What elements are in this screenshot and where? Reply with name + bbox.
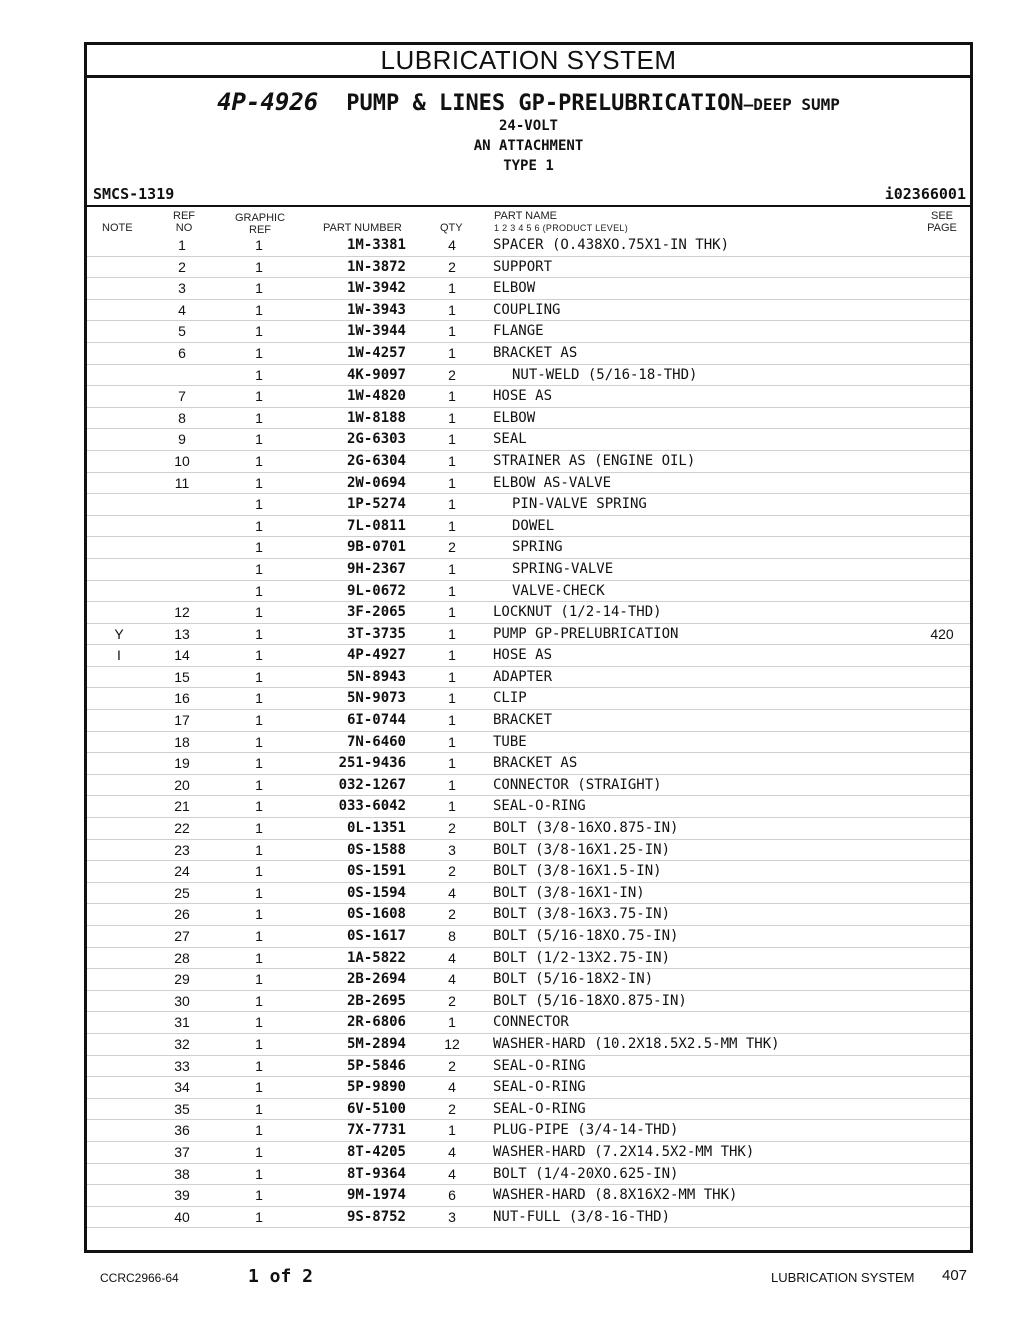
graphic-ref-cell: 1: [255, 280, 263, 297]
qty-cell: 4: [448, 1143, 456, 1160]
part-name-cell: DOWEL: [512, 517, 555, 534]
ref-no-cell: 8: [178, 409, 186, 426]
graphic-ref-cell: 1: [255, 301, 263, 318]
part-name-cell: BOLT (1/2-13X2.75-IN): [493, 949, 671, 966]
qty-cell: 2: [448, 1057, 456, 1074]
ref-no-cell: 38: [174, 1165, 190, 1182]
parts-list-frame: [84, 42, 973, 1253]
part-name-cell: TUBE: [493, 733, 527, 750]
qty-cell: 1: [448, 1122, 456, 1139]
qty-cell: 3: [448, 841, 456, 858]
table-row: [87, 948, 970, 970]
table-row: [87, 257, 970, 279]
part-number-cell: 7N-6460: [346, 733, 406, 750]
table-row: [87, 904, 970, 926]
ref-no-cell: 35: [174, 1100, 190, 1117]
page-of-indicator: 1 of 2: [248, 1266, 314, 1287]
part-name-cell: STRAINER AS (ENGINE OIL): [493, 452, 696, 469]
graphic-ref-cell: 1: [255, 1122, 263, 1139]
qty-cell: 8: [448, 928, 456, 944]
illustration-id: i02366001: [884, 185, 966, 203]
ref-no-cell: 17: [174, 712, 190, 729]
graphic-ref-cell: 1: [255, 971, 263, 988]
qty-cell: 1: [448, 409, 456, 426]
graphic-ref-cell: 1: [255, 820, 263, 837]
part-name-cell: SEAL-O-RING: [493, 1100, 586, 1117]
part-number-cell: 1W-4257: [346, 344, 406, 361]
part-number-cell: 6I-0744: [346, 712, 406, 729]
table-row: [87, 969, 970, 991]
table-row: [87, 991, 970, 1013]
part-name-cell: WASHER-HARD (8.8X16X2-MM THK): [493, 1187, 738, 1204]
qty-cell: 1: [448, 388, 456, 405]
qty-cell: 1: [448, 496, 456, 513]
graphic-ref-cell: 1: [255, 949, 263, 966]
part-number-cell: 5P-9890: [346, 1079, 406, 1096]
part-number-cell: 9M-1974: [346, 1187, 406, 1204]
part-name-cell: CONNECTOR (STRAIGHT): [493, 776, 662, 793]
graphic-ref-cell: 1: [255, 258, 263, 275]
table-row: [87, 278, 970, 300]
part-number-cell: 033-6042: [338, 798, 406, 815]
part-name-cell: SEAL-O-RING: [493, 798, 586, 815]
part-number-cell: 3F-2065: [346, 604, 406, 621]
part-name-cell: SEAL-O-RING: [493, 1079, 586, 1096]
part-name-cell: BOLT (3/8-16X1-IN): [493, 884, 645, 901]
table-row: [87, 321, 970, 343]
table-row: [87, 624, 970, 646]
part-number-cell: 1W-4820: [346, 388, 406, 405]
part-name-cell: VALVE-CHECK: [512, 582, 605, 599]
part-number-cell: 0S-1617: [346, 928, 406, 944]
part-number-cell: 8T-9364: [346, 1165, 406, 1182]
table-row: [87, 796, 970, 818]
column-header-ref-no: REF NO: [173, 210, 195, 234]
part-number-cell: 7X-7731: [346, 1122, 406, 1139]
table-row: [87, 1120, 970, 1142]
table-row: [87, 840, 970, 862]
graphic-ref-cell: 1: [255, 517, 263, 534]
group-header: [87, 78, 970, 207]
graphic-ref-cell: 1: [255, 668, 263, 685]
table-row: [87, 775, 970, 797]
graphic-ref-cell: 1: [255, 841, 263, 858]
qty-cell: 2: [448, 258, 456, 275]
table-row: [87, 1012, 970, 1034]
part-name-cell: BOLT (5/16-18XO.75-IN): [493, 928, 679, 944]
ref-no-cell: 30: [174, 992, 190, 1009]
table-row: [87, 645, 970, 667]
qty-cell: 1: [448, 517, 456, 534]
table-row: [87, 883, 970, 905]
part-number-cell: 1P-5274: [346, 496, 406, 513]
table-row: [87, 710, 970, 732]
part-number-cell: 2W-0694: [346, 474, 406, 491]
part-number-cell: 251-9436: [338, 755, 406, 772]
graphic-ref-cell: 1: [255, 755, 263, 772]
part-number-cell: 2R-6806: [346, 1014, 406, 1031]
qty-cell: 1: [448, 344, 456, 361]
part-number-cell: 9S-8752: [346, 1208, 406, 1225]
part-number-cell: 0S-1594: [346, 884, 406, 901]
graphic-ref-cell: 1: [255, 409, 263, 426]
ref-no-cell: 11: [174, 474, 190, 491]
part-name-cell: BOLT (1/4-20XO.625-IN): [493, 1165, 679, 1182]
table-row: [87, 365, 970, 387]
part-number-cell: 1W-3942: [346, 280, 406, 297]
part-name-cell: WASHER-HARD (7.2X14.5X2-MM THK): [493, 1143, 755, 1160]
ref-no-cell: 20: [174, 776, 190, 793]
parts-table: [87, 235, 970, 1228]
part-number-cell: 1N-3872: [346, 258, 406, 275]
part-name-cell: BOLT (5/16-18X2-IN): [493, 971, 654, 988]
part-number-cell: 1A-5822: [346, 949, 406, 966]
part-name-cell: SPRING: [512, 539, 563, 556]
note-cell: I: [117, 647, 121, 664]
part-number-cell: 0S-1608: [346, 906, 406, 923]
graphic-ref-cell: 1: [255, 928, 263, 944]
table-row: [87, 1164, 970, 1186]
graphic-ref-cell: 1: [255, 1187, 263, 1204]
qty-cell: 1: [448, 280, 456, 297]
qty-cell: 1: [448, 301, 456, 318]
column-header-graphic-ref: GRAPHIC REF: [234, 212, 286, 236]
graphic-ref-cell: 1: [255, 712, 263, 729]
graphic-ref-cell: 1: [255, 992, 263, 1009]
graphic-ref-cell: 1: [255, 625, 263, 642]
qty-cell: 4: [448, 884, 456, 901]
group-title: [87, 88, 970, 119]
table-row: [87, 732, 970, 754]
ref-no-cell: 13: [174, 625, 190, 642]
qty-cell: 6: [448, 1187, 456, 1204]
part-number-cell: 0S-1588: [346, 841, 406, 858]
qty-cell: 1: [448, 625, 456, 642]
graphic-ref-cell: 1: [255, 539, 263, 556]
group-part-number: 4P-4926: [217, 88, 319, 116]
qty-cell: 12: [444, 1035, 460, 1052]
graphic-ref-cell: 1: [255, 690, 263, 707]
document-id: CCRC2966-64: [100, 1271, 179, 1285]
graphic-ref-cell: 1: [255, 560, 263, 577]
ref-no-cell: 1: [178, 237, 186, 253]
graphic-ref-cell: 1: [255, 388, 263, 405]
ref-no-cell: 25: [174, 884, 190, 901]
ref-no-cell: 34: [174, 1079, 190, 1096]
graphic-ref-cell: 1: [255, 1143, 263, 1160]
part-name-cell: SPRING-VALVE: [512, 560, 614, 577]
table-row: [87, 1207, 970, 1229]
graphic-ref-cell: 1: [255, 1035, 263, 1052]
qty-cell: 1: [448, 733, 456, 750]
part-number-cell: 2B-2694: [346, 971, 406, 988]
part-number-cell: 3T-3735: [346, 625, 406, 642]
part-name-cell: ELBOW: [493, 280, 536, 297]
page-number: 407: [942, 1267, 968, 1284]
part-name-cell: WASHER-HARD (10.2X18.5X2.5-MM THK): [493, 1035, 780, 1052]
qty-cell: 2: [448, 863, 456, 880]
table-row: [87, 667, 970, 689]
part-name-cell: BOLT (5/16-18XO.875-IN): [493, 992, 687, 1009]
part-name-cell: CONNECTOR: [493, 1014, 569, 1031]
table-row: [87, 300, 970, 322]
graphic-ref-cell: 1: [255, 237, 263, 253]
ref-no-cell: 39: [174, 1187, 190, 1204]
column-header-see-page: SEE PAGE: [927, 210, 957, 234]
qty-cell: 4: [448, 949, 456, 966]
ref-no-cell: 16: [174, 690, 190, 707]
part-number-cell: 9H-2367: [346, 560, 406, 577]
column-header-part-number: PART NUMBER: [323, 222, 402, 234]
part-name-cell: BOLT (3/8-16XO.875-IN): [493, 820, 679, 837]
ref-no-cell: 40: [174, 1208, 190, 1225]
part-name-cell: HOSE AS: [493, 388, 553, 405]
smcs-code: SMCS-1319: [93, 185, 175, 203]
ref-no-cell: 10: [174, 452, 190, 469]
qty-cell: 1: [448, 690, 456, 707]
graphic-ref-cell: 1: [255, 1014, 263, 1031]
ref-no-cell: 36: [174, 1122, 190, 1139]
graphic-ref-cell: 1: [255, 863, 263, 880]
part-name-cell: PLUG-PIPE (3/4-14-THD): [493, 1122, 679, 1139]
table-row: [87, 343, 970, 365]
qty-cell: 3: [448, 1208, 456, 1225]
ref-no-cell: 15: [174, 668, 190, 685]
table-row: [87, 926, 970, 948]
part-name-cell: BRACKET AS: [493, 344, 578, 361]
table-row: [87, 1099, 970, 1121]
table-row: [87, 559, 970, 581]
column-header-note: NOTE: [102, 222, 133, 234]
graphic-ref-cell: 1: [255, 798, 263, 815]
part-name-cell: PUMP GP-PRELUBRICATION: [493, 625, 679, 642]
part-number-cell: 5N-9073: [346, 690, 406, 707]
table-row: [87, 581, 970, 603]
part-number-cell: 5P-5846: [346, 1057, 406, 1074]
qty-cell: 4: [448, 1079, 456, 1096]
qty-cell: 1: [448, 1014, 456, 1031]
group-name: PUMP & LINES GP-PRELUBRICATION: [346, 91, 744, 116]
part-number-cell: 032-1267: [338, 776, 406, 793]
qty-cell: 1: [448, 604, 456, 621]
qty-cell: 2: [448, 366, 456, 383]
qty-cell: 1: [448, 474, 456, 491]
part-name-cell: BRACKET AS: [493, 755, 578, 772]
qty-cell: 1: [448, 431, 456, 448]
ref-no-cell: 28: [174, 949, 190, 966]
table-row: [87, 429, 970, 451]
part-name-cell: PIN-VALVE SPRING: [512, 496, 647, 513]
table-row: [87, 818, 970, 840]
table-row: [87, 1077, 970, 1099]
table-row: [87, 688, 970, 710]
ref-no-cell: 29: [174, 971, 190, 988]
graphic-ref-cell: 1: [255, 1057, 263, 1074]
ref-no-cell: 26: [174, 906, 190, 923]
qty-cell: 1: [448, 582, 456, 599]
qty-cell: 2: [448, 820, 456, 837]
ref-no-cell: 6: [178, 344, 186, 361]
ref-no-cell: 18: [174, 733, 190, 750]
column-header-product-levels: 1 2 3 4 5 6 (PRODUCT LEVEL): [494, 223, 628, 233]
graphic-ref-cell: 1: [255, 647, 263, 664]
qty-cell: 4: [448, 237, 456, 253]
graphic-ref-cell: 1: [255, 884, 263, 901]
ref-no-cell: 31: [174, 1014, 190, 1031]
part-number-cell: 8T-4205: [346, 1143, 406, 1160]
ref-no-cell: 22: [174, 820, 190, 837]
part-name-cell: BRACKET: [493, 712, 553, 729]
part-number-cell: 4P-4927: [346, 647, 406, 664]
part-number-cell: 2B-2695: [346, 992, 406, 1009]
qty-cell: 1: [448, 560, 456, 577]
graphic-ref-cell: 1: [255, 496, 263, 513]
graphic-ref-cell: 1: [255, 1079, 263, 1096]
qty-cell: 2: [448, 539, 456, 556]
qty-cell: 2: [448, 992, 456, 1009]
part-number-cell: 4K-9097: [346, 366, 406, 383]
part-name-cell: CLIP: [493, 690, 527, 707]
part-number-cell: 9B-0701: [346, 539, 406, 556]
ref-no-cell: 5: [178, 323, 186, 340]
part-name-cell: LOCKNUT (1/2-14-THD): [493, 604, 662, 621]
part-number-cell: 2G-6303: [346, 431, 406, 448]
footer-section-name: LUBRICATION SYSTEM: [771, 1270, 915, 1285]
ref-no-cell: 19: [174, 755, 190, 772]
part-name-cell: NUT-WELD (5/16-18-THD): [512, 366, 698, 383]
group-subtitle-voltage: 24-VOLT: [498, 118, 558, 134]
part-number-cell: 1W-8188: [346, 409, 406, 426]
table-row: [87, 602, 970, 624]
group-subtitle-attachment: AN ATTACHMENT: [473, 138, 584, 154]
ref-no-cell: 4: [178, 301, 186, 318]
qty-cell: 4: [448, 1165, 456, 1182]
part-name-cell: SEAL-O-RING: [493, 1057, 586, 1074]
part-name-cell: SPACER (O.438XO.75X1-IN THK): [493, 237, 730, 253]
ref-no-cell: 32: [174, 1035, 190, 1052]
table-row: [87, 386, 970, 408]
ref-no-cell: 12: [174, 604, 190, 621]
part-name-cell: ELBOW AS-VALVE: [493, 474, 612, 491]
ref-no-cell: 33: [174, 1057, 190, 1074]
part-number-cell: 5N-8943: [346, 668, 406, 685]
table-row: [87, 516, 970, 538]
column-headers: [87, 207, 970, 235]
table-row: [87, 753, 970, 775]
graphic-ref-cell: 1: [255, 452, 263, 469]
graphic-ref-cell: 1: [255, 323, 263, 340]
table-row: [87, 861, 970, 883]
part-number-cell: 0L-1351: [346, 820, 406, 837]
qty-cell: 1: [448, 323, 456, 340]
qty-cell: 1: [448, 452, 456, 469]
part-name-cell: FLANGE: [493, 323, 544, 340]
table-row: [87, 537, 970, 559]
group-name-suffix: —DEEP SUMP: [743, 95, 840, 114]
qty-cell: 2: [448, 906, 456, 923]
part-number-cell: 0S-1591: [346, 863, 406, 880]
table-row: [87, 1185, 970, 1207]
graphic-ref-cell: 1: [255, 604, 263, 621]
qty-cell: 1: [448, 712, 456, 729]
graphic-ref-cell: 1: [255, 733, 263, 750]
table-row: [87, 1034, 970, 1056]
part-number-cell: 1M-3381: [346, 237, 406, 253]
part-number-cell: 9L-0672: [346, 582, 406, 599]
part-name-cell: HOSE AS: [493, 647, 553, 664]
table-row: [87, 1142, 970, 1164]
graphic-ref-cell: 1: [255, 906, 263, 923]
part-name-cell: BOLT (3/8-16X1.5-IN): [493, 863, 662, 880]
ref-no-cell: 14: [174, 647, 190, 664]
part-number-cell: 1W-3944: [346, 323, 406, 340]
part-name-cell: BOLT (3/8-16X3.75-IN): [493, 906, 671, 923]
part-number-cell: 5M-2894: [346, 1035, 406, 1052]
table-row: [87, 451, 970, 473]
group-subtitle-type: TYPE 1: [503, 158, 554, 174]
qty-cell: 1: [448, 668, 456, 685]
graphic-ref-cell: 1: [255, 1100, 263, 1117]
ref-no-cell: 24: [174, 863, 190, 880]
see-page-cell[interactable]: 420: [930, 625, 954, 642]
graphic-ref-cell: 1: [255, 1165, 263, 1182]
graphic-ref-cell: 1: [255, 1208, 263, 1225]
qty-cell: 4: [448, 971, 456, 988]
ref-no-cell: 7: [178, 388, 186, 405]
part-name-cell: ADAPTER: [493, 668, 553, 685]
part-name-cell: ELBOW: [493, 409, 536, 426]
ref-no-cell: 27: [174, 928, 190, 944]
part-number-cell: 6V-5100: [346, 1100, 406, 1117]
graphic-ref-cell: 1: [255, 431, 263, 448]
table-row: [87, 235, 970, 257]
graphic-ref-cell: 1: [255, 474, 263, 491]
table-row: [87, 494, 970, 516]
part-name-cell: SUPPORT: [493, 258, 553, 275]
qty-cell: 1: [448, 798, 456, 815]
table-row: [87, 473, 970, 495]
part-name-cell: NUT-FULL (3/8-16-THD): [493, 1208, 671, 1225]
part-number-cell: 1W-3943: [346, 301, 406, 318]
ref-no-cell: 2: [178, 258, 186, 275]
ref-no-cell: 9: [178, 431, 186, 448]
graphic-ref-cell: 1: [255, 366, 263, 383]
table-row: [87, 1056, 970, 1078]
part-name-cell: BOLT (3/8-16X1.25-IN): [493, 841, 671, 858]
qty-cell: 2: [448, 1100, 456, 1117]
section-title: LUBRICATION SYSTEM: [87, 45, 970, 78]
graphic-ref-cell: 1: [255, 776, 263, 793]
column-header-qty: QTY: [440, 222, 463, 234]
graphic-ref-cell: 1: [255, 344, 263, 361]
qty-cell: 1: [448, 647, 456, 664]
part-number-cell: 2G-6304: [346, 452, 406, 469]
ref-no-cell: 23: [174, 841, 190, 858]
note-cell: Y: [114, 625, 124, 642]
part-name-cell: SEAL: [493, 431, 527, 448]
ref-no-cell: 37: [174, 1143, 190, 1160]
qty-cell: 1: [448, 755, 456, 772]
graphic-ref-cell: 1: [255, 582, 263, 599]
part-number-cell: 7L-0811: [346, 517, 406, 534]
ref-no-cell: 21: [174, 798, 190, 815]
column-header-part-name: PART NAME: [494, 210, 557, 222]
table-row: [87, 408, 970, 430]
part-name-cell: COUPLING: [493, 301, 561, 318]
ref-no-cell: 3: [178, 280, 186, 297]
qty-cell: 1: [448, 776, 456, 793]
